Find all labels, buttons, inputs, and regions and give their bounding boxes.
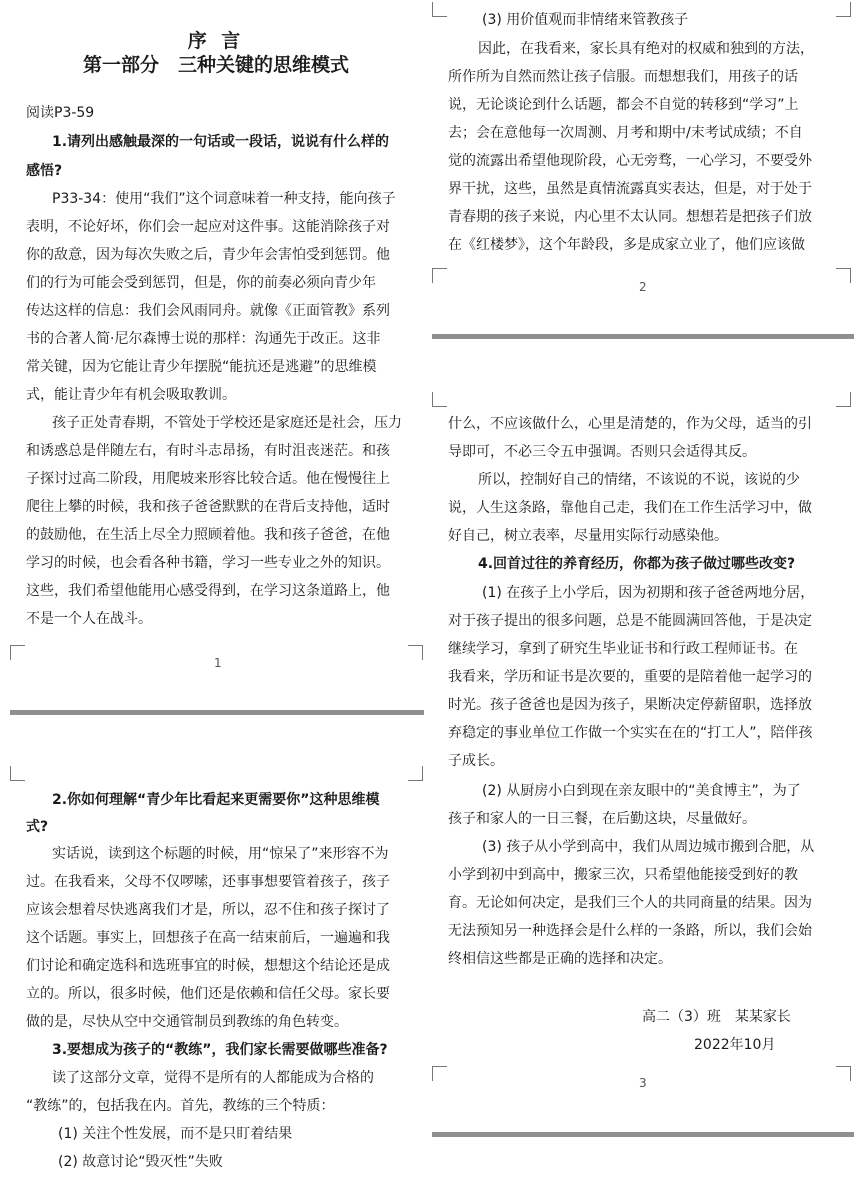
text-line: 育。无论如何决定，是我们三个人的共同商量的结果。因为 <box>448 895 812 911</box>
text-line: 无法预知另一种选择会是什么样的一条路，所以，我们会始 <box>448 923 812 939</box>
text-line: P33-34：使用“我们”这个词意味着一种支持，能向孩子 <box>52 191 396 207</box>
text-line: 和诱惑总是伴随左右，有时斗志昂扬，有时沮丧迷茫。和孩 <box>26 443 390 459</box>
question-2-cont: 式? <box>26 819 49 835</box>
text-line: 弃稳定的事业单位工作做一个实实在在的“打工人”，陪伴孩 <box>448 725 813 741</box>
text-line: 在《红楼梦》，这个年龄段，多是成家立业了，他们应该做 <box>448 237 805 253</box>
text-line: 你的敌意，因为每次失败之后，青少年会害怕受到惩罚。他 <box>26 247 390 263</box>
text-line: 这些，我们希望他能用心感受得到，在学习这条道路上，他 <box>26 583 390 599</box>
page-number: 3 <box>639 1076 647 1090</box>
signature: 高二（3）班 某某家长 <box>642 1009 791 1025</box>
corner-mark <box>836 268 851 283</box>
text-line: 所以，控制好自己的情绪，不该说的不说，该说的少 <box>478 472 800 488</box>
corner-mark <box>10 645 25 660</box>
text-line: 表明，不论好坏，你们会一起应对这件事。这能消除孩子对 <box>26 219 390 235</box>
text-line: 立的。所以，很多时候，他们还是依赖和信任父母。家长要 <box>26 986 390 1002</box>
text-line: 青春期的孩子来说，内心里不太认同。想想若是把孩子们放 <box>448 209 812 225</box>
text-line: 我看来，学历和证书是次要的，重要的是陪着他一起学习的 <box>448 669 812 685</box>
list-item: (1) 关注个性发展，而不是只盯着结果 <box>58 1126 293 1142</box>
corner-mark <box>836 2 851 17</box>
text-line: 孩子和家人的一日三餐，在后勤这块，尽量做好。 <box>448 811 756 827</box>
text-line: 传达这样的信息：我们会风雨同舟。就像《正面管教》系列 <box>26 303 390 319</box>
date: 2022年10月 <box>694 1037 776 1053</box>
text-line: 这个话题。事实上，回想孩子在高一结束前后，一遍遍和我 <box>26 930 390 946</box>
text-line: (2) 从厨房小白到现在亲友眼中的“美食博主”，为了 <box>482 783 801 799</box>
corner-mark <box>432 392 447 407</box>
text-line: 们讨论和确定选科和选班事宜的时候，想想这个结论还是成 <box>26 958 390 974</box>
text-line: “教练”的，包括我在内。首先，教练的三个特质： <box>26 1098 335 1114</box>
text-line: 说，人生这条路，靠他自己走，我们在工作生活学习中，做 <box>448 500 812 516</box>
text-line: 孩子正处青春期，不管处于学校还是家庭还是社会，压力 <box>52 415 402 431</box>
page-separator <box>432 1132 854 1137</box>
list-item: (2) 故意讨论“毁灭性”失败 <box>58 1154 223 1170</box>
text-line: 因此，在我看来，家长具有绝对的权威和独到的方法， <box>478 41 814 57</box>
question-2: 2.你如何理解“青少年比看起来更需要你”这种思维模 <box>52 792 380 808</box>
text-line: 不是一个人在战斗。 <box>26 611 152 627</box>
text-line: 小学到初中到高中，搬家三次，只希望他能接受到好的教 <box>448 867 798 883</box>
text-line: 们的行为可能会受到惩罚，但是，你的前奏必须向青少年 <box>26 275 376 291</box>
corner-mark <box>432 268 447 283</box>
text-line: 界干扰，这些，虽然是真情流露真实表达，但是，对于处于 <box>448 181 812 197</box>
reading-range: 阅读P3-59 <box>26 105 95 121</box>
text-line: 过。在我看来，父母不仅啰嗦，还事事想要管着孩子，孩子 <box>26 874 390 890</box>
question-1-cont: 感悟? <box>26 163 63 179</box>
part-title: 第一部分 三种关键的思维模式 <box>82 54 349 76</box>
corner-mark <box>432 2 447 17</box>
page-separator <box>432 334 854 339</box>
text-line: 的鼓励他，在生活上尽全力照顾着他。我和孩子爸爸，在他 <box>26 527 390 543</box>
corner-mark <box>836 392 851 407</box>
text-line: 做的是，尽快从空中交通管制员到教练的角色转变。 <box>26 1014 348 1030</box>
text-line: 时光。孩子爸爸也是因为孩子，果断决定停薪留职，选择放 <box>448 697 812 713</box>
page-separator <box>10 710 424 715</box>
text-line: 读了这部分文章，觉得不是所有的人都能成为合格的 <box>52 1070 374 1086</box>
text-line: 继续学习，拿到了研究生毕业证书和行政工程师证书。在 <box>448 641 798 657</box>
text-line: 式，能让青少年有机会吸取教训。 <box>26 387 236 403</box>
preface-title: 序 言 <box>187 30 245 52</box>
corner-mark <box>836 1066 851 1081</box>
text-line: 去；会在意他每一次周测、月考和期中/末考试成绩；不自 <box>448 125 803 141</box>
text-line: 所作所为自然而然让孩子信服。而想想我们，用孩子的话 <box>448 69 798 85</box>
text-line: 书的合著人简·尼尔森博士说的那样：沟通先于改正。这非 <box>26 331 381 347</box>
text-line: 导即可，不必三令五申强调。否则只会适得其反。 <box>448 444 756 460</box>
question-1: 1.请列出感触最深的一句话或一段话，说说有什么样的 <box>52 134 390 150</box>
text-line: 说，无论谈论到什么话题，都会不自觉的转移到“学习”上 <box>448 97 799 113</box>
text-line: 学习的时候，也会看各种书籍，学习一些专业之外的知识。 <box>26 555 390 571</box>
text-line: (1) 在孩子上小学后，因为初期和孩子爸爸两地分居， <box>482 585 815 601</box>
text-line: 子探讨过高二阶段，用爬坡来形容比较合适。他在慢慢往上 <box>26 471 390 487</box>
corner-mark <box>408 766 423 781</box>
text-line: 常关键，因为它能让青少年摆脱“能抗还是逃避”的思维模 <box>26 359 377 375</box>
text-line: 终相信这些都是正确的选择和决定。 <box>448 951 672 967</box>
list-item: (3) 用价值观而非情绪来管教孩子 <box>482 12 689 28</box>
text-line: 子成长。 <box>448 753 504 769</box>
question-3: 3.要想成为孩子的“教练”，我们家长需要做哪些准备? <box>52 1042 388 1058</box>
corner-mark <box>408 645 423 660</box>
question-4: 4.回首过往的养育经历，你都为孩子做过哪些改变? <box>478 556 796 572</box>
text-line: 好自己，树立表率，尽量用实际行动感染他。 <box>448 528 728 544</box>
text-line: 什么，不应该做什么，心里是清楚的，作为父母，适当的引 <box>448 416 812 432</box>
corner-mark <box>10 766 25 781</box>
page-number: 2 <box>639 280 647 294</box>
text-line: 爬往上攀的时候，我和孩子爸爸默默的在背后支持他，适时 <box>26 499 390 515</box>
page-number: 1 <box>214 656 222 670</box>
text-line: 对于孩子提出的很多问题，总是不能圆满回答他，于是决定 <box>448 613 812 629</box>
text-line: (3) 孩子从小学到高中，我们从周边城市搬到合肥，从 <box>482 839 815 855</box>
text-line: 实话说，读到这个标题的时候，用“惊呆了”来形容不为 <box>52 846 389 862</box>
text-line: 觉的流露出希望他现阶段，心无旁骛，一心学习，不要受外 <box>448 153 812 169</box>
corner-mark <box>432 1066 447 1081</box>
text-line: 应该会想着尽快逃离我们才是，所以，忍不住和孩子探讨了 <box>26 902 390 918</box>
